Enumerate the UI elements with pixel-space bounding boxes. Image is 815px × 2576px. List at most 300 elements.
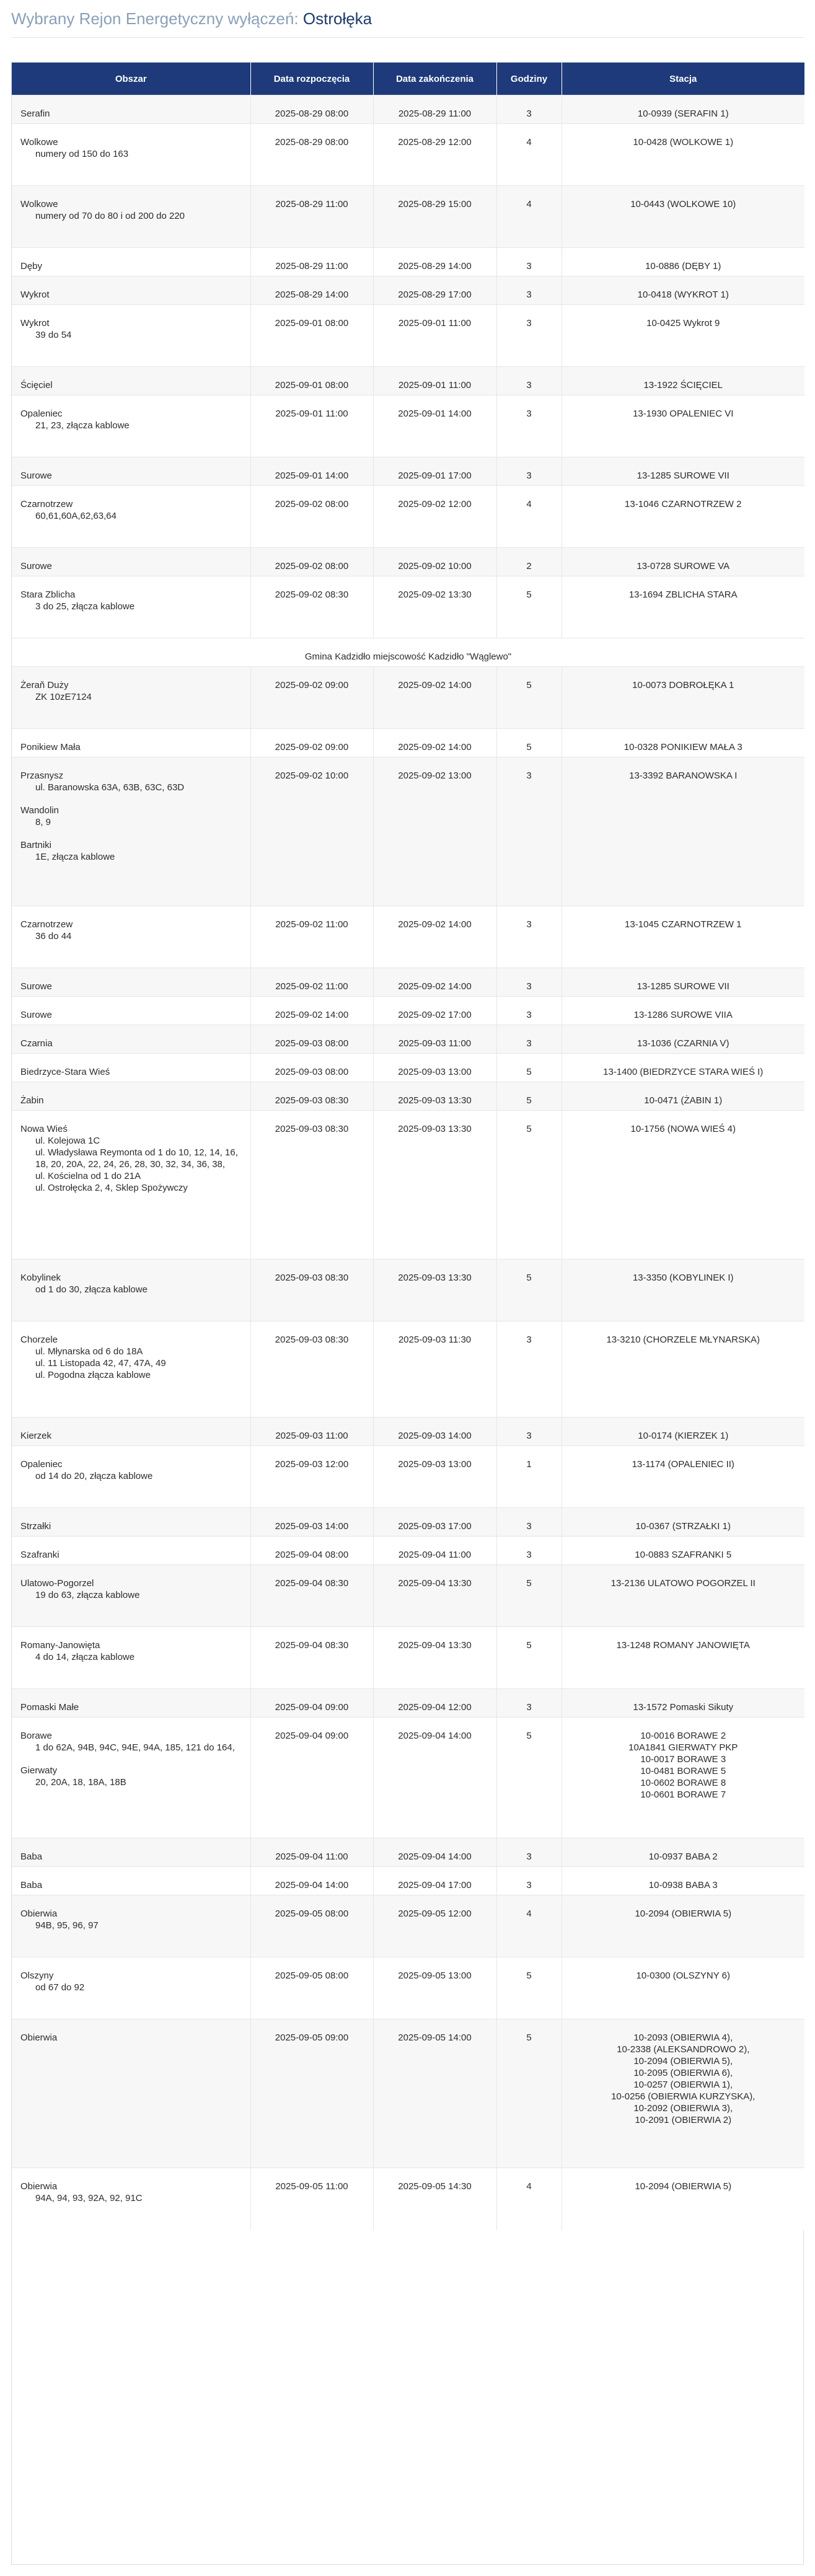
cell-hours: 3 [496, 1537, 562, 1565]
page-header [0, 0, 815, 37]
cell-start-date: 2025-09-03 14:00 [250, 1508, 373, 1537]
cell-end-date: 2025-09-04 13:30 [373, 1565, 496, 1627]
cell-station: 13-2136 ULATOWO POGORZEL II [562, 1565, 804, 1627]
cell-area [12, 248, 250, 276]
cell-station: 10-1756 (NOWA WIEŚ 4) [562, 1111, 804, 1259]
column-header-station: Stacja [562, 63, 804, 95]
cell-end-date: 2025-08-29 11:00 [373, 95, 496, 124]
cell-end-date: 2025-09-02 14:00 [373, 906, 496, 968]
location [20, 589, 242, 612]
cell-station: 13-1286 SUROWE VIIA [562, 997, 804, 1025]
cell-end-date: 2025-09-03 17:00 [373, 1508, 496, 1537]
location [20, 1701, 242, 1713]
table-row [12, 757, 804, 906]
location-name: Romany-Janowięta [20, 1640, 100, 1651]
location [20, 770, 242, 793]
cell-end-date: 2025-09-02 12:00 [373, 486, 496, 548]
location [20, 1458, 242, 1482]
cell-station: 10-0443 (WOLKOWE 10) [562, 186, 804, 248]
location-detail: od 1 do 30, złącza kablowe [35, 1284, 148, 1295]
location [20, 1765, 242, 1788]
table-row [12, 1111, 804, 1259]
location [20, 470, 242, 482]
location [20, 136, 242, 160]
cell-area [12, 1895, 250, 1957]
cell-area [12, 1321, 250, 1418]
cell-start-date: 2025-09-04 08:30 [250, 1627, 373, 1689]
title-prefix: Wybrany Rejon Energetyczny wyłączeń: [11, 9, 299, 28]
cell-station: 10-0939 (SERAFIN 1) [562, 95, 804, 124]
location [20, 1908, 242, 1931]
cell-area [12, 2168, 250, 2230]
location-name: Pomaski Małe [20, 1702, 79, 1713]
cell-end-date: 2025-09-03 13:30 [373, 1259, 496, 1321]
cell-end-date: 2025-09-02 14:00 [373, 968, 496, 997]
cell-end-date: 2025-08-29 12:00 [373, 124, 496, 186]
table-row [12, 1565, 804, 1627]
table-row [12, 1054, 804, 1082]
location-name: Surowe [20, 1010, 52, 1020]
cell-station: 10-0886 (DĘBY 1) [562, 248, 804, 276]
cell-start-date: 2025-09-02 11:00 [250, 968, 373, 997]
location-detail: ul. Kolejowa 1C ul. Władysława Reymonta od 1 do 10, 12, 14, 16, 18, 20, 20A, 22, 24, 26, 28, 30, 32, 34, 36, 38, ul. Kościelna od 1 do 21A ul. Ostrołęcka 2, 4, Sklep Spożywczy [35, 1136, 238, 1193]
cell-end-date: 2025-09-01 17:00 [373, 457, 496, 486]
location [20, 1066, 242, 1078]
cell-start-date: 2025-09-03 08:30 [250, 1321, 373, 1418]
cell-area [12, 124, 250, 186]
location [20, 2181, 242, 2204]
location [20, 1038, 242, 1049]
location-detail: 60,61,60A,62,63,64 [35, 511, 117, 521]
cell-station: 10-0425 Wykrot 9 [562, 305, 804, 367]
cell-start-date: 2025-09-02 09:00 [250, 729, 373, 757]
table-row [12, 186, 804, 248]
table-row [12, 2168, 804, 2230]
cell-hours: 5 [496, 1082, 562, 1111]
cell-hours: 3 [496, 757, 562, 906]
cell-end-date: 2025-09-05 14:00 [373, 2019, 496, 2168]
cell-area [12, 186, 250, 248]
location-detail: numery od 150 do 163 [35, 149, 129, 159]
cell-station: 13-1922 ŚCIĘCIEL [562, 367, 804, 395]
cell-area [12, 968, 250, 997]
cell-end-date: 2025-09-02 13:00 [373, 757, 496, 906]
cell-area [12, 1259, 250, 1321]
location [20, 1430, 242, 1442]
table-row [12, 1838, 804, 1867]
location-name: Kobylinek [20, 1273, 61, 1283]
section-label: Gmina Kadzidło miejscowość Kadzidło "Wąglewo" [12, 638, 804, 667]
cell-area [12, 997, 250, 1025]
cell-area [12, 1025, 250, 1054]
location [20, 741, 242, 753]
cell-area [12, 1627, 250, 1689]
cell-station: 10-0300 (OLSZYNY 6) [562, 1957, 804, 2019]
cell-area [12, 2019, 250, 2168]
location [20, 560, 242, 572]
cell-hours: 2 [496, 548, 562, 576]
cell-hours: 5 [496, 729, 562, 757]
location [20, 1639, 242, 1663]
location [20, 289, 242, 301]
location-detail: 1E, złącza kablowe [35, 852, 115, 862]
cell-area [12, 1446, 250, 1508]
cell-end-date: 2025-09-01 11:00 [373, 367, 496, 395]
table-row [12, 548, 804, 576]
cell-hours: 5 [496, 1957, 562, 2019]
cell-hours: 3 [496, 395, 562, 457]
cell-end-date: 2025-09-05 13:00 [373, 1957, 496, 2019]
cell-hours: 3 [496, 1321, 562, 1418]
cell-station: 13-3210 (CHORZELE MŁYNARSKA) [562, 1321, 804, 1418]
location-detail: 39 do 54 [35, 330, 72, 340]
location-name: Borawe [20, 1731, 52, 1741]
cell-start-date: 2025-09-02 09:00 [250, 667, 373, 729]
cell-start-date: 2025-09-03 12:00 [250, 1446, 373, 1508]
cell-start-date: 2025-08-29 08:00 [250, 124, 373, 186]
cell-start-date: 2025-09-05 08:00 [250, 1957, 373, 2019]
cell-hours: 5 [496, 1259, 562, 1321]
cell-area [12, 1689, 250, 1718]
cell-end-date: 2025-08-29 17:00 [373, 276, 496, 305]
cell-hours: 3 [496, 367, 562, 395]
cell-area [12, 1054, 250, 1082]
location-name: Czarnotrzew [20, 919, 73, 930]
cell-area [12, 395, 250, 457]
cell-hours: 5 [496, 1718, 562, 1838]
cell-station: 13-1572 Pomaski Sikuty [562, 1689, 804, 1718]
location-detail: ul. Baranowska 63A, 63B, 63C, 63D [35, 782, 185, 793]
cell-hours: 3 [496, 1418, 562, 1446]
location [20, 198, 242, 222]
location-name: Chorzele [20, 1334, 58, 1345]
table-row [12, 667, 804, 729]
location [20, 805, 242, 828]
cell-start-date: 2025-09-01 08:00 [250, 305, 373, 367]
cell-area [12, 667, 250, 729]
cell-station: 10-0016 BORAWE 2 10A1841 GIERWATY PKP 10-0017 BORAWE 3 10-0481 BORAWE 5 10-0602 BORAWE 8 10-0601 BORAWE 7 [562, 1718, 804, 1838]
cell-station: 13-1248 ROMANY JANOWIĘTA [562, 1627, 804, 1689]
cell-area [12, 1838, 250, 1867]
location-name: Olszyny [20, 1970, 54, 1981]
cell-end-date: 2025-09-04 13:30 [373, 1627, 496, 1689]
cell-start-date: 2025-09-02 14:00 [250, 997, 373, 1025]
table-row [12, 305, 804, 367]
cell-area [12, 1867, 250, 1895]
cell-station: 13-1285 SUROWE VII [562, 968, 804, 997]
location-name: Surowe [20, 561, 52, 571]
cell-station: 13-3350 (KOBYLINEK I) [562, 1259, 804, 1321]
cell-station: 13-0728 SUROWE VA [562, 548, 804, 576]
location [20, 919, 242, 942]
column-header-hours: Godziny [496, 63, 562, 95]
column-header-end-date: Data zakończenia [373, 63, 496, 95]
cell-start-date: 2025-09-02 10:00 [250, 757, 373, 906]
cell-hours: 4 [496, 486, 562, 548]
cell-start-date: 2025-08-29 11:00 [250, 248, 373, 276]
cell-area [12, 1565, 250, 1627]
table-body [12, 95, 804, 2230]
location [20, 679, 242, 703]
cell-hours: 4 [496, 1895, 562, 1957]
cell-station: 10-0937 BABA 2 [562, 1838, 804, 1867]
cell-start-date: 2025-09-02 08:00 [250, 548, 373, 576]
location-detail: numery od 70 do 80 i od 200 do 220 [35, 211, 185, 221]
location [20, 981, 242, 992]
cell-end-date: 2025-09-04 11:00 [373, 1537, 496, 1565]
cell-start-date: 2025-09-02 08:00 [250, 486, 373, 548]
table-row [12, 276, 804, 305]
table-row [12, 486, 804, 548]
table-row [12, 395, 804, 457]
cell-end-date: 2025-09-02 10:00 [373, 548, 496, 576]
location-name: Obierwia [20, 1908, 58, 1919]
cell-end-date: 2025-09-01 11:00 [373, 305, 496, 367]
cell-end-date: 2025-09-03 13:00 [373, 1446, 496, 1508]
cell-end-date: 2025-09-02 13:30 [373, 576, 496, 638]
cell-hours: 3 [496, 1025, 562, 1054]
location [20, 260, 242, 272]
location-detail: 94A, 94, 93, 92A, 92, 91C [35, 2193, 143, 2203]
location-name: Czarnia [20, 1038, 53, 1049]
table-row [12, 1259, 804, 1321]
cell-start-date: 2025-09-04 08:30 [250, 1565, 373, 1627]
cell-area [12, 486, 250, 548]
cell-area [12, 1957, 250, 2019]
location-name: Gierwaty [20, 1765, 58, 1776]
location [20, 1272, 242, 1295]
cell-end-date: 2025-09-02 14:00 [373, 667, 496, 729]
table-row [12, 1718, 804, 1838]
location-name: Szafranki [20, 1550, 59, 1560]
location-name: Wolkowe [20, 137, 58, 148]
outage-table-container [11, 62, 804, 2565]
cell-hours: 4 [496, 124, 562, 186]
cell-station: 10-0418 (WYKROT 1) [562, 276, 804, 305]
cell-end-date: 2025-09-04 14:00 [373, 1718, 496, 1838]
cell-end-date: 2025-08-29 14:00 [373, 248, 496, 276]
table-row [12, 1867, 804, 1895]
cell-end-date: 2025-09-03 14:00 [373, 1418, 496, 1446]
location-name: Żeraň Duży [20, 680, 69, 690]
location [20, 317, 242, 341]
column-header-start-date: Data rozpoczęcia [250, 63, 373, 95]
location-detail: 8, 9 [35, 817, 51, 827]
cell-area [12, 1508, 250, 1537]
cell-station: 10-0471 (ŻABIN 1) [562, 1082, 804, 1111]
table-row [12, 1025, 804, 1054]
location-detail: 94B, 95, 96, 97 [35, 1920, 99, 1931]
cell-area [12, 906, 250, 968]
location-detail: 20, 20A, 18, 18A, 18B [35, 1777, 126, 1788]
location-name: Strzałki [20, 1521, 51, 1532]
location-name: Opaleniec [20, 1459, 63, 1470]
table-row [12, 1689, 804, 1718]
cell-station: 10-0073 DOBROŁĘKA 1 [562, 667, 804, 729]
location-name: Dęby [20, 261, 43, 271]
cell-station: 13-1045 CZARNOTRZEW 1 [562, 906, 804, 968]
cell-start-date: 2025-09-01 14:00 [250, 457, 373, 486]
location-name: Wandolin [20, 805, 59, 816]
cell-start-date: 2025-09-04 11:00 [250, 1838, 373, 1867]
location [20, 1879, 242, 1891]
cell-hours: 5 [496, 667, 562, 729]
location-name: Wolkowe [20, 199, 58, 210]
location-name: Czarnotrzew [20, 499, 73, 509]
cell-hours: 4 [496, 2168, 562, 2230]
cell-hours: 3 [496, 457, 562, 486]
cell-hours: 3 [496, 997, 562, 1025]
location-name: Baba [20, 1880, 43, 1890]
location-detail: 1 do 62A, 94B, 94C, 94E, 94A, 185, 121 do 164, [35, 1742, 235, 1753]
location [20, 1123, 242, 1194]
location-name: Wykrot [20, 289, 50, 300]
location [20, 839, 242, 863]
cell-hours: 1 [496, 1446, 562, 1508]
table-row [12, 576, 804, 638]
table-row [12, 997, 804, 1025]
location-detail: 36 do 44 [35, 931, 72, 942]
cell-start-date: 2025-09-04 09:00 [250, 1689, 373, 1718]
location [20, 2032, 242, 2044]
cell-area [12, 1082, 250, 1111]
section-row [12, 638, 804, 667]
location-name: Ponikiew Mała [20, 742, 81, 752]
cell-station: 13-1285 SUROWE VII [562, 457, 804, 486]
page-title [11, 9, 372, 29]
cell-area [12, 95, 250, 124]
cell-start-date: 2025-09-03 11:00 [250, 1418, 373, 1446]
cell-station: 13-1400 (BIEDRZYCE STARA WIEŚ I) [562, 1054, 804, 1082]
location-name: Opaleniec [20, 408, 63, 419]
cell-area [12, 757, 250, 906]
selected-city: Ostrołęka [302, 9, 372, 28]
cell-hours: 5 [496, 576, 562, 638]
cell-hours: 3 [496, 906, 562, 968]
location [20, 1520, 242, 1532]
cell-start-date: 2025-09-03 08:00 [250, 1054, 373, 1082]
cell-station: 10-0328 PONIKIEW MAŁA 3 [562, 729, 804, 757]
table-row [12, 729, 804, 757]
column-header-area: Obszar [12, 63, 250, 95]
cell-end-date: 2025-09-02 14:00 [373, 729, 496, 757]
location [20, 498, 242, 522]
location-detail: od 14 do 20, złącza kablowe [35, 1471, 153, 1481]
location-name: Stara Zblicha [20, 589, 76, 600]
cell-station: 13-1036 (CZARNIA V) [562, 1025, 804, 1054]
cell-station: 10-0174 (KIERZEK 1) [562, 1418, 804, 1446]
cell-station: 13-1046 CZARNOTRZEW 2 [562, 486, 804, 548]
location-detail: ul. Młynarska od 6 do 18A ul. 11 Listopada 42, 47, 47A, 49 ul. Pogodna złącza kablowe [35, 1346, 166, 1380]
cell-station: 10-2093 (OBIERWIA 4), 10-2338 (ALEKSANDROWO 2), 10-2094 (OBIERWIA 5), 10-2095 (OBIERWIA 6), 10-0257 (OBIERWIA 1), 10-0256 (OBIERWIA KURZYSKA), 10-2092 (OBIERWIA 3), 10-2091 (OBIERWIA 2) [562, 2019, 804, 2168]
location-name: Ulatowo-Pogorzel [20, 1578, 94, 1589]
cell-start-date: 2025-09-05 11:00 [250, 2168, 373, 2230]
cell-hours: 3 [496, 276, 562, 305]
cell-start-date: 2025-08-29 14:00 [250, 276, 373, 305]
cell-station: 10-0428 (WOLKOWE 1) [562, 124, 804, 186]
table-row [12, 248, 804, 276]
table-row [12, 1537, 804, 1565]
table-row [12, 968, 804, 997]
cell-start-date: 2025-09-02 08:30 [250, 576, 373, 638]
cell-end-date: 2025-09-04 17:00 [373, 1867, 496, 1895]
cell-start-date: 2025-09-01 08:00 [250, 367, 373, 395]
table-row [12, 2019, 804, 2168]
table-row [12, 1508, 804, 1537]
cell-start-date: 2025-09-04 09:00 [250, 1718, 373, 1838]
cell-hours: 5 [496, 1565, 562, 1627]
cell-end-date: 2025-09-03 13:00 [373, 1054, 496, 1082]
table-row [12, 1321, 804, 1418]
location-detail: od 67 do 92 [35, 1982, 85, 1993]
cell-end-date: 2025-08-29 15:00 [373, 186, 496, 248]
cell-end-date: 2025-09-03 11:30 [373, 1321, 496, 1418]
cell-station: 10-0883 SZAFRANKI 5 [562, 1537, 804, 1565]
cell-hours: 5 [496, 1054, 562, 1082]
cell-hours: 5 [496, 1111, 562, 1259]
location-detail: ZK 10zE7124 [35, 692, 92, 702]
location [20, 1334, 242, 1381]
cell-end-date: 2025-09-05 12:00 [373, 1895, 496, 1957]
location-name: Biedrzyce-Stara Wieś [20, 1067, 110, 1077]
cell-hours: 3 [496, 1508, 562, 1537]
cell-start-date: 2025-09-01 11:00 [250, 395, 373, 457]
location [20, 1095, 242, 1106]
cell-station: 13-1694 ZBLICHA STARA [562, 576, 804, 638]
header-divider [11, 37, 804, 38]
cell-station: 13-1930 OPALENIEC VI [562, 395, 804, 457]
location-name: Surowe [20, 470, 52, 481]
cell-hours: 5 [496, 1627, 562, 1689]
cell-hours: 4 [496, 186, 562, 248]
cell-end-date: 2025-09-04 14:00 [373, 1838, 496, 1867]
cell-hours: 3 [496, 305, 562, 367]
cell-hours: 3 [496, 1867, 562, 1895]
location [20, 1549, 242, 1561]
cell-start-date: 2025-09-02 11:00 [250, 906, 373, 968]
location-detail: 19 do 63, złącza kablowe [35, 1590, 140, 1600]
table-row [12, 124, 804, 186]
cell-end-date: 2025-09-03 13:30 [373, 1111, 496, 1259]
cell-area [12, 548, 250, 576]
table-row [12, 1082, 804, 1111]
cell-hours: 3 [496, 1838, 562, 1867]
location-detail: 21, 23, złącza kablowe [35, 420, 130, 431]
table-row [12, 1418, 804, 1446]
cell-area [12, 457, 250, 486]
header-row [12, 63, 804, 95]
cell-start-date: 2025-09-04 08:00 [250, 1537, 373, 1565]
location [20, 379, 242, 391]
cell-start-date: 2025-08-29 11:00 [250, 186, 373, 248]
cell-end-date: 2025-09-03 11:00 [373, 1025, 496, 1054]
table-header [12, 63, 804, 95]
location-name: Obierwia [20, 2181, 58, 2192]
location [20, 108, 242, 120]
cell-hours: 5 [496, 2019, 562, 2168]
cell-end-date: 2025-09-05 14:30 [373, 2168, 496, 2230]
cell-station: 10-2094 (OBIERWIA 5) [562, 1895, 804, 1957]
cell-area [12, 367, 250, 395]
table-row [12, 457, 804, 486]
location-name: Żabin [20, 1095, 44, 1106]
cell-hours: 3 [496, 968, 562, 997]
cell-end-date: 2025-09-01 14:00 [373, 395, 496, 457]
location-name: Ścięciel [20, 380, 53, 390]
cell-area [12, 1718, 250, 1838]
location-name: Surowe [20, 981, 52, 992]
cell-area [12, 276, 250, 305]
